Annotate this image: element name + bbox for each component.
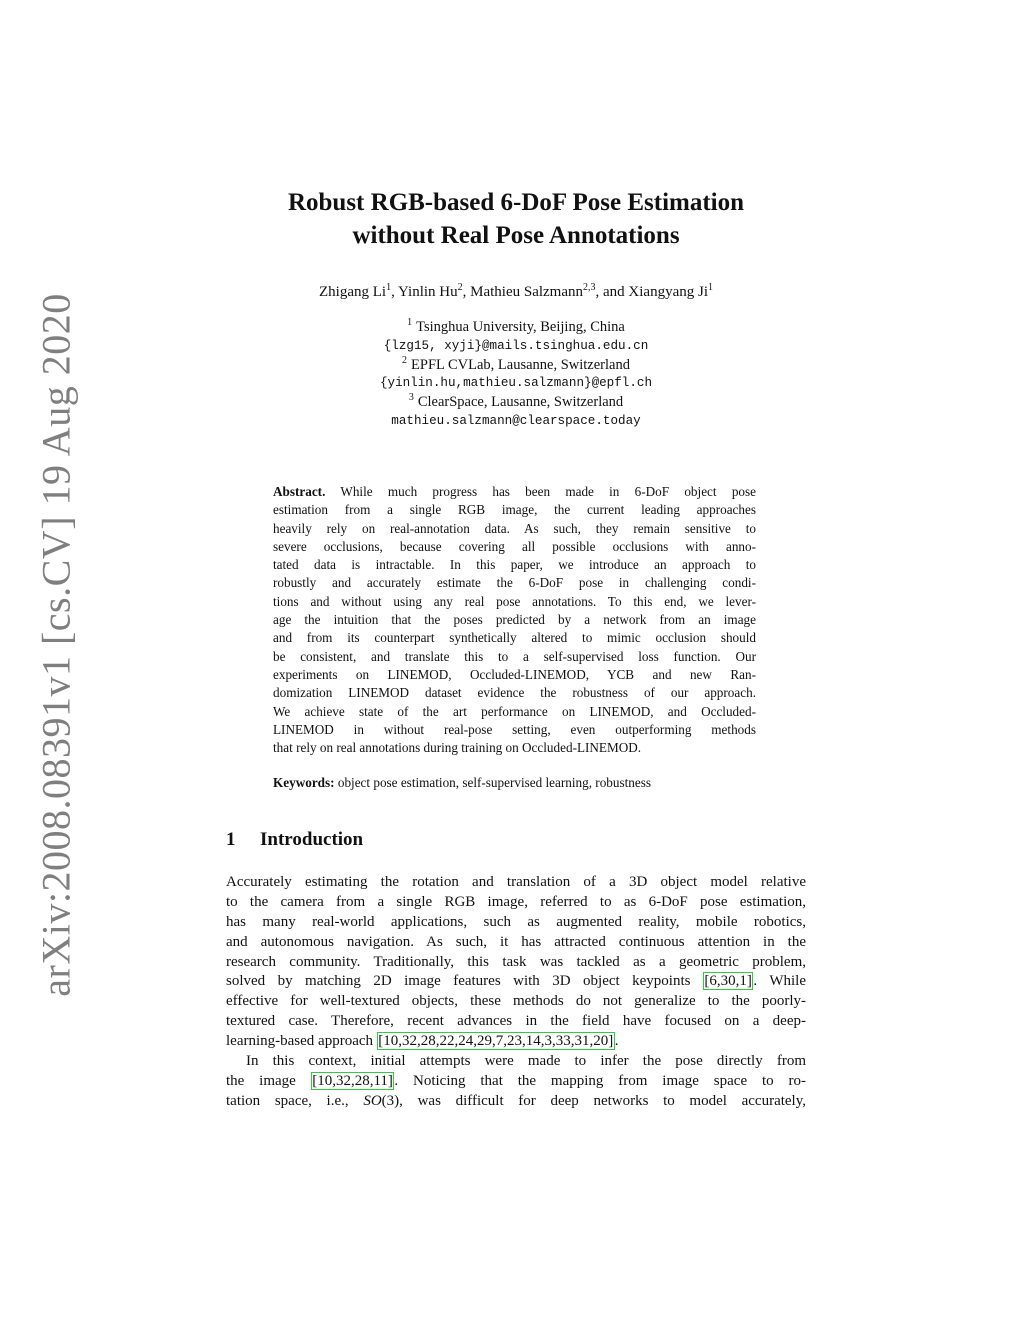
author-affiliation-mark: 1 — [708, 282, 713, 293]
affiliation-name — [226, 356, 806, 375]
citation-number[interactable]: 22 — [439, 1033, 455, 1050]
citation-number[interactable]: 32 — [402, 1033, 418, 1050]
abstract-line: experiments on LINEMOD, Occluded-LINEMOD, YCB and new Ran- — [273, 666, 756, 682]
citation-number[interactable]: 14 — [525, 1033, 541, 1050]
abstract-line: robustly and accurately estimate the 6-DoF pose in challenging condi- — [273, 575, 756, 591]
abstract-line: tions and without using any real pose annotations. To this end, we lever- — [273, 593, 756, 609]
citation-link[interactable]: [10,32,28,11] — [312, 1072, 393, 1089]
body-text-segment: , was difficult for deep networks to model accurately, — [399, 1092, 806, 1109]
citation-number[interactable]: 20 — [593, 1033, 609, 1050]
body-line: and autonomous navigation. As such, it has attracted continuous attention in the — [226, 933, 806, 950]
body-text-segment: . — [614, 1033, 619, 1050]
citation-number[interactable]: 10 — [383, 1033, 399, 1050]
arxiv-identifier-stamp: arXiv:2008.08391v1 [cs.CV] 19 Aug 2020 — [33, 293, 79, 997]
title-line-2: without Real Pose Annotations — [352, 222, 680, 249]
citation-number[interactable]: 1 — [739, 973, 747, 990]
paper-title — [226, 186, 806, 252]
body-text-segment: the image — [226, 1072, 311, 1089]
abstract-line: estimation from a single RGB image, the current leading approaches — [273, 502, 756, 518]
abstract-line: be consistent, and translate this to a self-supervised loss function. Our — [273, 648, 756, 664]
abstract-text: While much progress has been made in 6-DoF object pose — [340, 484, 756, 499]
keywords — [273, 775, 756, 791]
body-line — [226, 1032, 806, 1052]
body-text-segment: tation space, i.e., — [226, 1092, 364, 1109]
body-line: textured case. Therefore, recent advances in the field have focused on a deep- — [226, 1013, 806, 1030]
section-heading — [226, 829, 363, 851]
citation-number[interactable]: 11 — [373, 1072, 388, 1089]
abstract-line: age the intuition that the poses predicted by a network from an image — [273, 612, 756, 628]
math-symbol: (3) — [381, 1092, 400, 1109]
affiliation-text: EPFL CVLab, Lausanne, Switzerland — [411, 356, 630, 373]
body-line: has many real-world applications, such as augmented reality, mobile robotics, — [226, 913, 806, 930]
affiliation-text: ClearSpace, Lausanne, Switzerland — [417, 394, 624, 411]
body-line: research community. Traditionally, this task was tackled as a geometric problem, — [226, 953, 806, 970]
citation-number[interactable]: 6 — [709, 973, 717, 990]
affiliations — [226, 318, 806, 431]
body-line: effective for well-textured objects, these methods do not generalize to the poorly- — [226, 993, 806, 1010]
body-text-segment: solved by matching 2D image features with 3D object keypoints — [226, 973, 703, 990]
citation-number[interactable]: 31 — [574, 1033, 590, 1050]
author-affiliation-mark: 2,3 — [583, 282, 596, 293]
author-separator: , and — [595, 284, 629, 300]
body-text-segment: . Noticing that the mapping from image space to ro- — [394, 1072, 806, 1089]
abstract-line: that rely on real annotations during training on Occluded-LINEMOD. — [273, 740, 642, 756]
body-line — [226, 972, 806, 992]
affiliation-email: {yinlin.hu,mathieu.salzmann}@epfl.ch — [379, 376, 653, 391]
citation-link[interactable]: [10,32,28,22,24,29,7,23,14,3,33,31,20] — [378, 1033, 614, 1050]
abstract-line: LINEMOD in without real-pose setting, even outperforming methods — [273, 721, 756, 737]
body-line: In this context, initial attempts were made to infer the pose directly from — [246, 1053, 806, 1070]
affiliation-email: mathieu.salzmann@clearspace.today — [391, 413, 641, 428]
author-separator: , — [391, 284, 399, 300]
body-line — [226, 1092, 806, 1112]
affiliation-name — [226, 393, 806, 412]
affiliation-mark: 3 — [408, 392, 414, 404]
citation-number[interactable]: 28 — [420, 1033, 436, 1050]
citation-number[interactable]: 28 — [354, 1072, 370, 1089]
citation-number[interactable]: 24 — [458, 1033, 474, 1050]
citation-number[interactable]: 30 — [720, 973, 736, 990]
author-affiliation-mark: 1 — [386, 282, 392, 293]
author-list — [226, 284, 806, 301]
author-name: Xiangyang Ji — [628, 284, 708, 300]
body-line: to the camera from a single RGB image, referred to as 6-DoF pose estimation, — [226, 893, 806, 910]
abstract-line: heavily rely on real-annotation data. As such, they remain sensitive to — [273, 520, 756, 536]
abstract-line: severe occlusions, because covering all possible occlusions with anno- — [273, 538, 756, 554]
section-number: 1 — [226, 829, 236, 850]
citation-number[interactable]: 32 — [335, 1072, 351, 1089]
body-line: Accurately estimating the rotation and translation of a 3D object model relative — [226, 874, 806, 890]
body-line — [226, 1072, 806, 1092]
affiliation-text: Tsinghua University, Beijing, China — [416, 319, 625, 335]
affiliation-name — [226, 318, 806, 337]
citation-number[interactable]: 7 — [495, 1033, 504, 1050]
author-name: Mathieu Salzmann — [470, 284, 583, 300]
abstract-line: tated data is intractable. In this paper, we introduce an approach to — [273, 557, 756, 573]
abstract-line: and from its counterpart synthetically altered to mimic occlusion should — [273, 630, 756, 646]
citation-number[interactable]: 3 — [544, 1033, 553, 1050]
section-title: Introduction — [260, 829, 364, 850]
citation-number[interactable]: 10 — [317, 1072, 333, 1089]
abstract-label: Abstract. — [273, 484, 326, 499]
math-symbol: SO — [363, 1092, 382, 1109]
citation-number[interactable]: 29 — [477, 1033, 493, 1050]
author-name: Yinlin Hu — [398, 284, 458, 300]
body-text — [226, 873, 806, 1112]
author-affiliation-mark: 2 — [457, 282, 463, 293]
affiliation-mark: 1 — [407, 317, 413, 328]
citation-number[interactable]: 33 — [555, 1033, 571, 1050]
author-name: Zhigang Li — [318, 284, 387, 300]
body-text-segment: learning-based approach — [226, 1033, 377, 1050]
abstract-line: We achieve state of the art performance on LINEMOD, and Occluded- — [273, 703, 756, 719]
title-line-1: Robust RGB-based 6-DoF Pose Estimation — [287, 189, 745, 216]
author-separator: , — [462, 284, 471, 300]
citation-number[interactable]: 23 — [507, 1033, 523, 1050]
body-text-segment: . While — [753, 973, 806, 990]
abstract — [273, 483, 756, 757]
affiliation-mark: 2 — [402, 354, 408, 366]
affiliation-email: {lzg15, xyji}@mails.tsinghua.edu.cn — [383, 338, 649, 353]
abstract-line: domization LINEMOD dataset evidence the robustness of our approach. — [273, 685, 756, 701]
keywords-label: Keywords: — [273, 775, 335, 790]
abstract-line — [273, 483, 756, 501]
keywords-text: object pose estimation, self-supervised learning, robustness — [337, 775, 651, 790]
citation-link[interactable]: [6,30,1] — [704, 973, 752, 990]
